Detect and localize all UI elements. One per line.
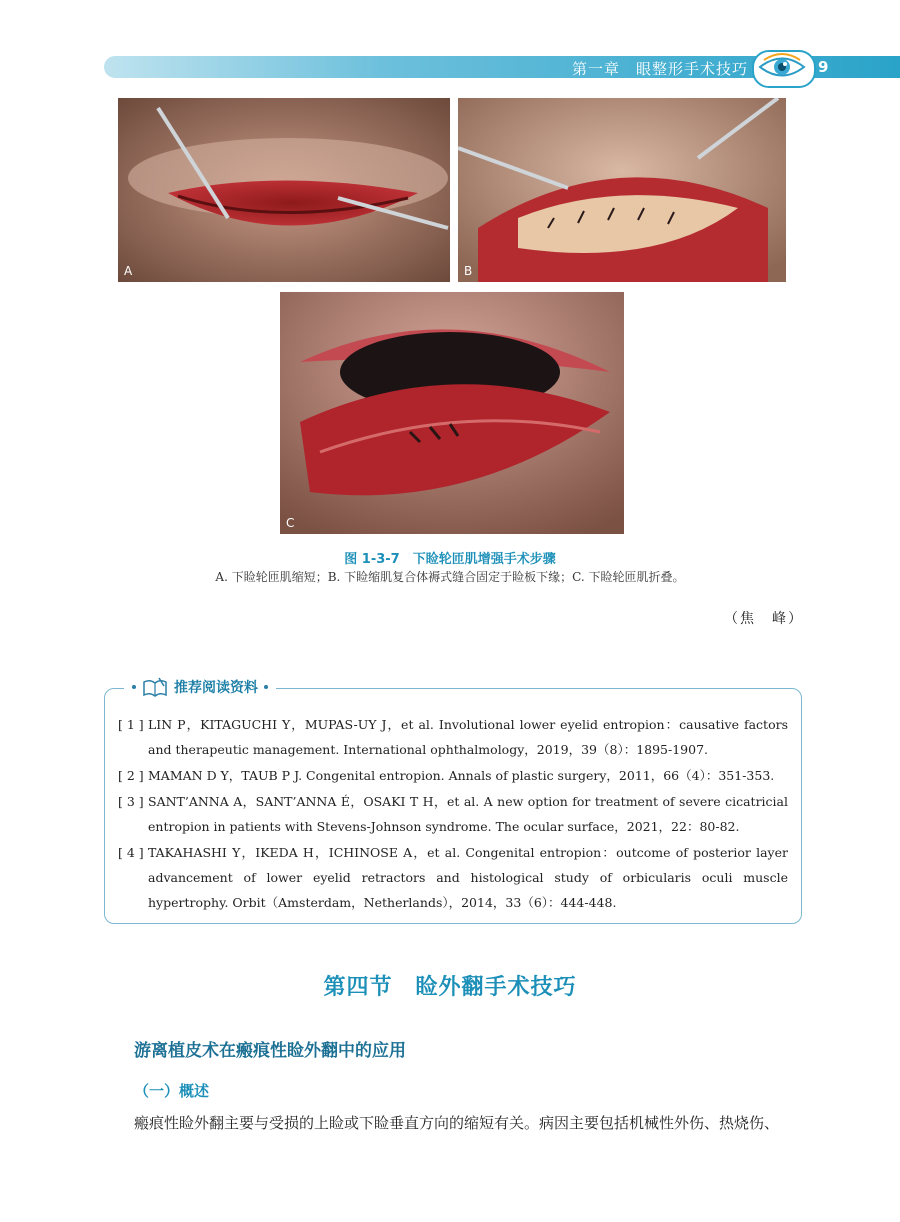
reference-text: SANT’ANNA A，SANT’ANNA É，OSAKI T H，et al. A new option for treatment of severe cicatricial entropion in patients with Stevens-Johnson syndrome. The ocular surface，2021，22：80-82.	[148, 794, 788, 834]
reference-text: MAMAN D Y，TAUB P J. Congenital entropion. Annals of plastic surgery，2011，66（4）：351-353.	[148, 768, 775, 783]
bullet-dot	[264, 685, 268, 689]
photo-c	[280, 292, 624, 534]
reading-title: 推荐阅读资料	[174, 680, 258, 696]
panel-label-a: A	[124, 264, 133, 278]
reference-text: TAKAHASHI Y，IKEDA H，ICHINOSE A，et al. Congenital entropion：outcome of posterior layer advancement of lower eyelid retractors and histological study of orbicularis oculi muscle hypertrophy. Orbit（Amsterdam，Netherlands），2014，33（6）：444-448.	[148, 845, 788, 910]
reference-item	[118, 712, 788, 762]
body-paragraph: 瘢痕性睑外翻主要与受损的上睑或下睑垂直方向的缩短有关。病因主要包括机械性外伤、热烧伤、	[134, 1114, 780, 1132]
subsection-title: 游离植皮术在瘢痕性睑外翻中的应用	[134, 1041, 406, 1061]
reference-number: [ 4 ]	[118, 845, 144, 860]
reference-number: [ 3 ]	[118, 794, 144, 809]
reading-header	[124, 676, 276, 698]
open-book-icon	[142, 676, 168, 698]
bullet-dot	[132, 685, 136, 689]
overview-heading: （一）概述	[134, 1082, 210, 1100]
author-credit: （焦 峰）	[724, 611, 804, 627]
reference-item	[118, 840, 788, 915]
photo-b	[458, 98, 786, 282]
figure-title: 图 1-3-7 下睑轮匝肌增强手术步骤	[344, 552, 556, 567]
reference-text: LIN P，KITAGUCHI Y，MUPAS-UY J，et al. Involutional lower eyelid entropion：causative factors and therapeutic management. International ophthalmology，2019，39（8）：1895-1907.	[148, 717, 788, 757]
reference-item	[118, 763, 788, 788]
panel-label-b: B	[464, 264, 473, 278]
reference-number: [ 1 ]	[118, 717, 144, 732]
section-title: 第四节 睑外翻手术技巧	[323, 975, 577, 1000]
figure-caption: A. 下睑轮匝肌缩短；B. 下睑缩肌复合体褥式缝合固定于睑板下缘；C. 下睑轮匝肌折叠。	[215, 570, 685, 584]
panel-label-c: C	[286, 516, 295, 530]
photo-a	[118, 98, 450, 282]
chapter-title: 第一章 眼整形手术技巧	[571, 60, 748, 78]
header-badge	[752, 50, 816, 88]
page-number: 9	[818, 58, 829, 76]
reference-number: [ 2 ]	[118, 768, 144, 783]
reference-list	[118, 712, 788, 916]
eye-icon	[754, 52, 810, 82]
reference-item	[118, 789, 788, 839]
